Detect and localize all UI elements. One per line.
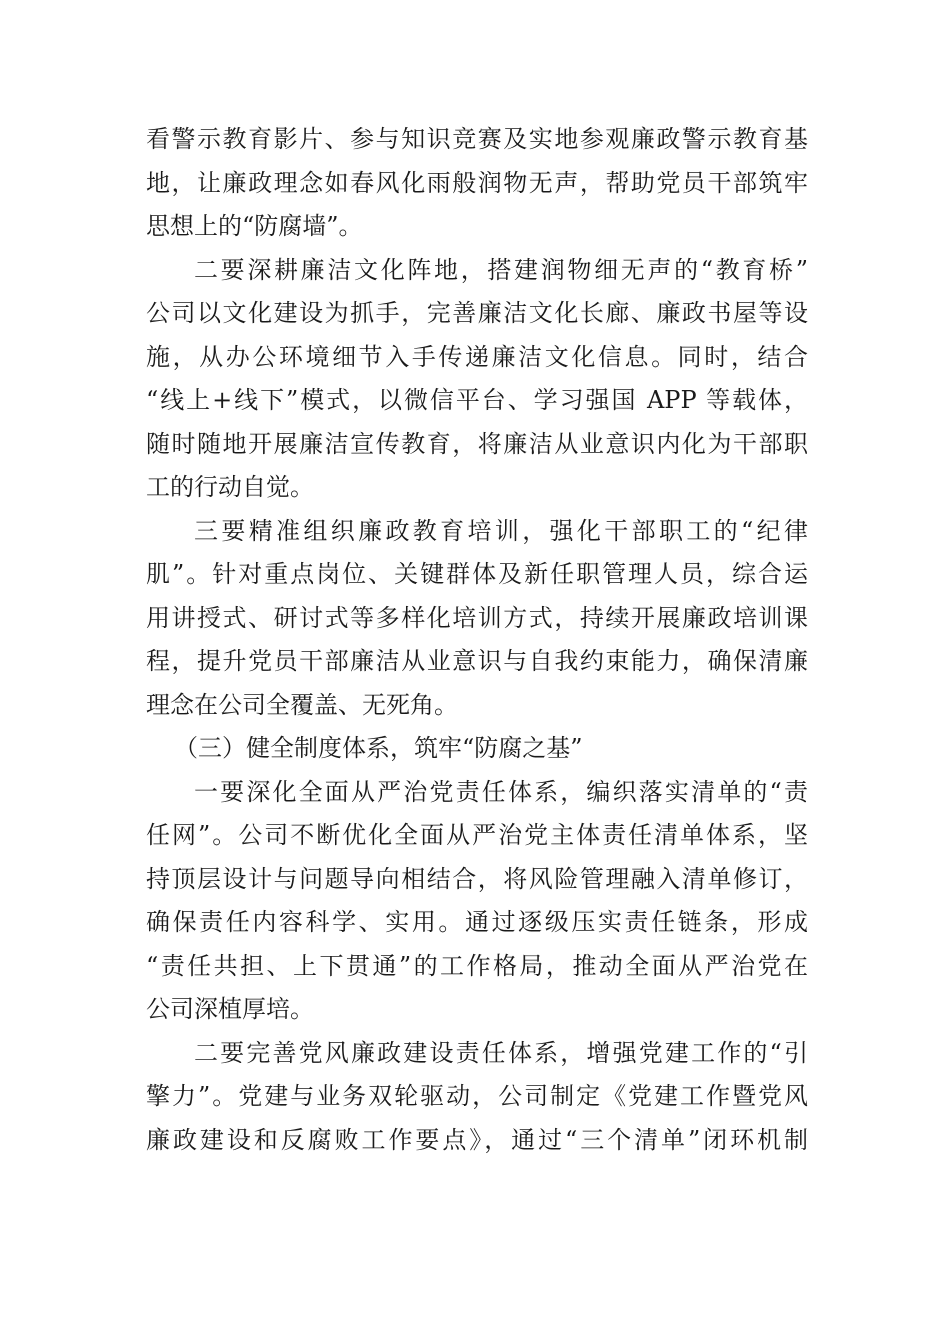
text-line: 公司深植厚培。	[146, 995, 314, 1023]
paragraph-first-line: 二要完善党风廉政建设责任体系，增强党建工作的“引	[194, 1038, 808, 1067]
text-line: “线上+线下”模式，以微信平台、学习强国 APP 等载体，	[146, 386, 808, 414]
text-line: 确保责任内容科学、实用。通过逐级压实责任链条，形成	[146, 908, 808, 936]
text-line: 思想上的“防腐墙”。	[146, 212, 363, 240]
text-line: 工的行动自觉。	[146, 473, 314, 501]
text-line: 擎力”。党建与业务双轮驱动，公司制定《党建工作暨党风	[146, 1082, 808, 1110]
text-line: “责任共担、上下贯通”的工作格局，推动全面从严治党在	[146, 951, 808, 980]
paragraph-first-line: 一要深化全面从严治党责任体系，编织落实清单的“责	[194, 777, 808, 806]
text-line: 肌”。针对重点岗位、关键群体及新任职管理人员，综合运	[146, 560, 808, 588]
section-heading: （三）健全制度体系，筑牢“防腐之基”	[174, 734, 583, 762]
text-line: 廉政建设和反腐败工作要点》，通过“三个清单”闭环机制	[146, 1125, 808, 1154]
text-line: 任网”。公司不断优化全面从严治党主体责任清单体系，坚	[146, 821, 808, 849]
text-line: 用讲授式、研讨式等多样化培训方式，持续开展廉政培训课	[146, 603, 808, 632]
text-line: 持顶层设计与问题导向相结合，将风险管理融入清单修订，	[146, 864, 808, 893]
text-line: 程，提升党员干部廉洁从业意识与自我约束能力，确保清廉	[146, 647, 808, 675]
paragraph-first-line: 三要精准组织廉政教育培训，强化干部职工的“纪律	[194, 516, 808, 545]
text-line: 看警示教育影片、参与知识竞赛及实地参观廉政警示教育基	[146, 125, 808, 153]
text-line: 随时随地开展廉洁宣传教育，将廉洁从业意识内化为干部职	[146, 429, 808, 458]
text-line: 施，从办公环境细节入手传递廉洁文化信息。同时，结合	[146, 342, 808, 371]
document-body	[146, 118, 808, 1162]
text-line: 地，让廉政理念如春风化雨般润物无声，帮助党员干部筑牢	[146, 168, 808, 197]
paragraph-first-line: 二要深耕廉洁文化阵地，搭建润物细无声的“教育桥”	[194, 255, 808, 284]
text-line: 公司以文化建设为抓手，完善廉洁文化长廊、廉政书屋等设	[146, 299, 808, 327]
text-line: 理念在公司全覆盖、无死角。	[146, 690, 458, 719]
